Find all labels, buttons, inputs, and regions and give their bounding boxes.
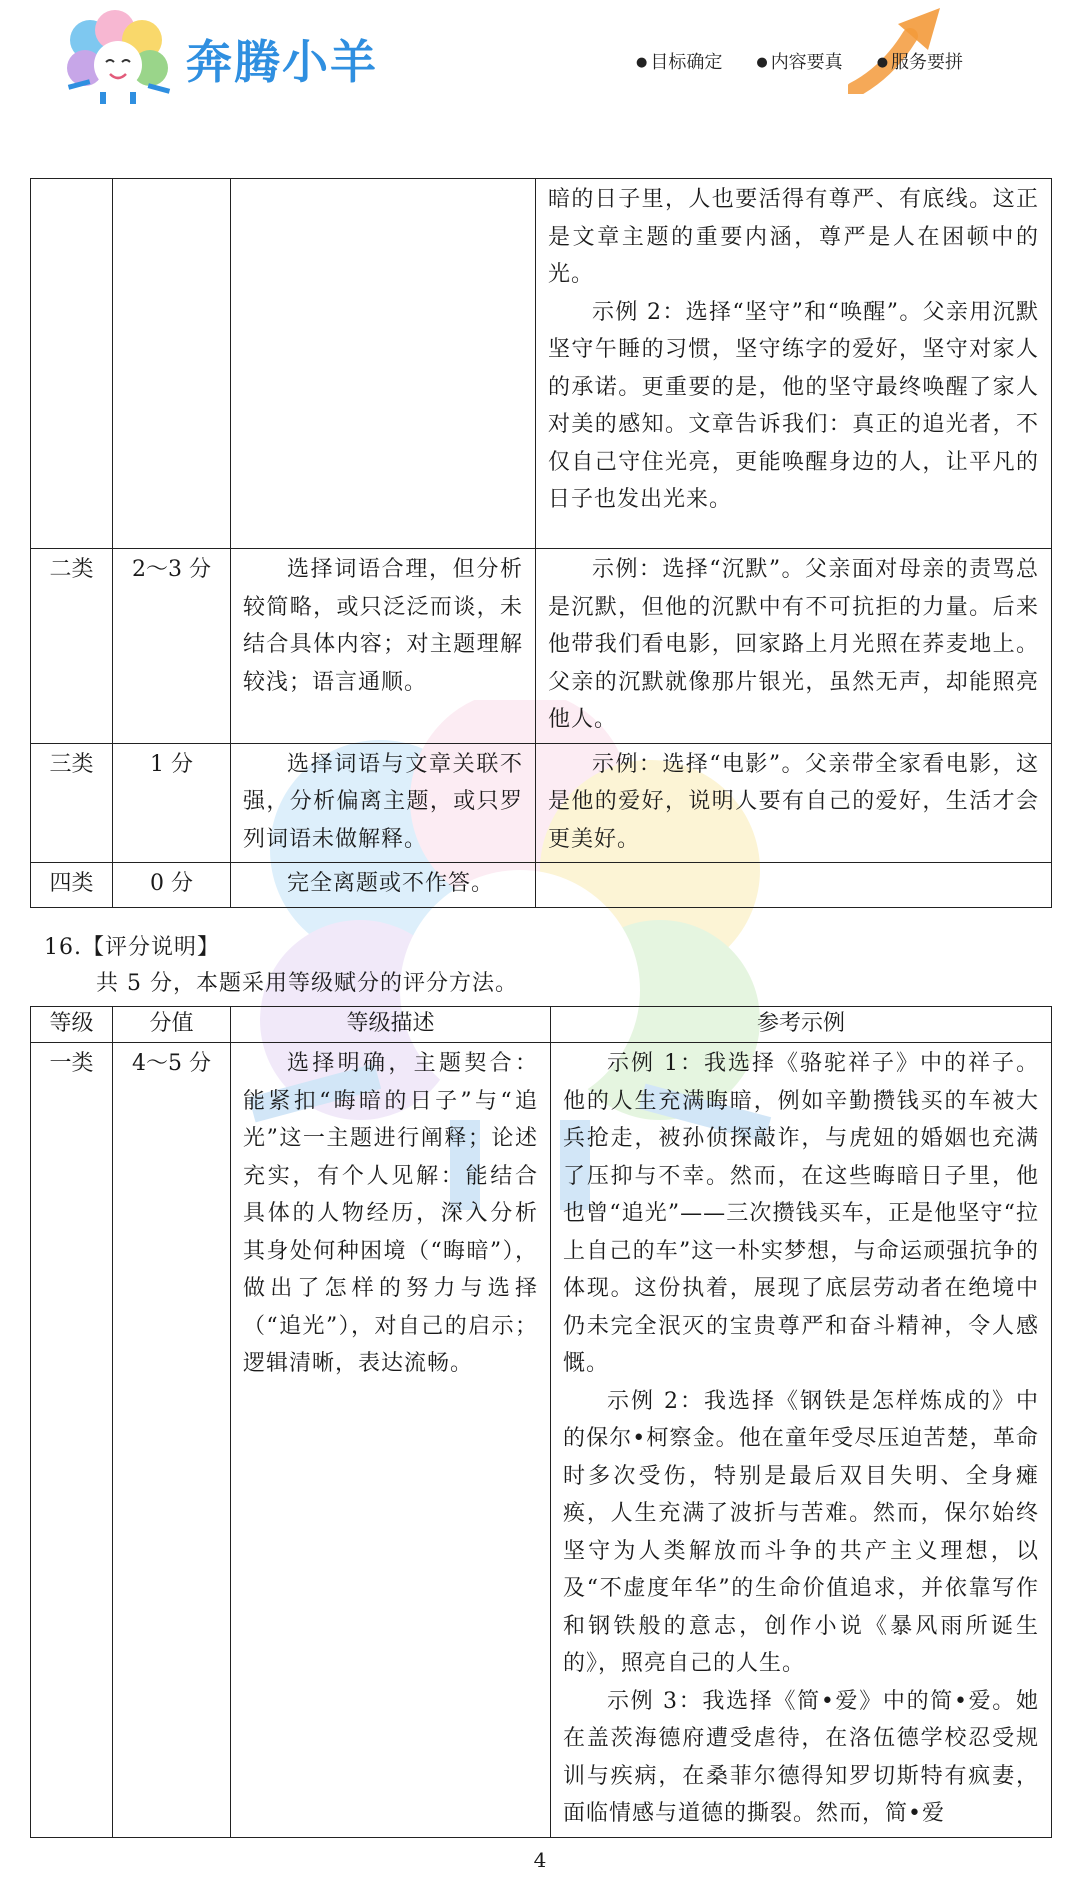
column-header: 分值 [113,1007,231,1043]
slogan-tag: ● 目标确定 [636,48,722,74]
slogan-tag: ● 内容要真 [756,48,842,74]
sheep-logo-icon [60,10,178,105]
example-cell [536,863,1052,908]
level-cell: 三类 [31,743,113,863]
table-row [31,179,1052,549]
column-header: 等级描述 [231,1007,551,1043]
brand-name: 奔腾小羊 [186,35,378,89]
table-header-row [31,1007,1052,1043]
table-row [31,743,1052,863]
page-number: 4 [533,1848,547,1872]
section-subtitle: 共 5 分，本题采用等级赋分的评分方法。 [96,971,518,996]
example-cell: 示例：选择“电影”。父亲带全家看电影，这是他的爱好，说明人要有自己的爱好，生活才会更美好。 [536,743,1052,863]
score-cell: 4～5 分 [113,1043,231,1838]
grading-table-16 [30,1006,1052,1838]
level-cell: 四类 [31,863,113,908]
example-paragraph: 示例 3：我选择《简•爱》中的简•爱。她在盖茨海德府遭受虐待，在洛伍德学校忍受规训与疾病，在桑菲尔德得知罗切斯特有疯妻，面临情感与道德的撕裂。然而，简•爱 [563,1688,1039,1826]
column-header: 等级 [31,1007,113,1043]
level-cell: 一类 [31,1043,113,1838]
example-cell [551,1043,1052,1838]
table-row [31,549,1052,744]
desc-cell [231,179,536,549]
example-cell: 示例：选择“沉默”。父亲面对母亲的责骂总是沉默，但他的沉默中有不可抗拒的力量。后来他带我们看电影，回家路上月光照在荞麦地上。父亲的沉默就像那片银光，虽然无声，却能照亮他人。 [536,549,1052,744]
desc-cell: 选择词语与文章关联不强，分析偏离主题，或只罗列词语未做解释。 [231,743,536,863]
grading-table-15 [30,178,1052,908]
desc-cell: 选择词语合理，但分析较简略，或只泛泛而谈，未结合具体内容；对主题理解较浅；语言通顺。 [231,549,536,744]
column-header: 参考示例 [551,1007,1052,1043]
level-cell [31,179,113,549]
score-cell: 2～3 分 [113,549,231,744]
example-paragraph: 暗的日子里，人也要活得有尊严、有底线。这正是文章主题的重要内涵，尊严是人在困顿中的光。 [548,187,1039,287]
example-paragraph: 示例 2：我选择《钢铁是怎样炼成的》中的保尔•柯察金。他在童年受尽压迫苦楚，革命时多次受伤，特别是最后双目失明、全身瘫痪，人生充满了波折与苦难。然而，保尔始终坚守为人类解放而斗争的共产主义理想，以及“不虚度年华”的生命价值追求，并依靠写作和钢铁般的意志，创作小说《暴风雨所诞生的》，照亮自己的人生。 [563,1388,1039,1676]
level-cell: 二类 [31,549,113,744]
example-paragraph: 示例 2：选择“坚守”和“唤醒”。父亲用沉默坚守午睡的习惯，坚守练字的爱好，坚守对家人的承诺。更重要的是，他的坚守最终唤醒了家人对美的感知。文章告诉我们：真正的追光者，不仅自己守住光亮，更能唤醒身边的人，让平凡的日子也发出光来。 [548,299,1039,512]
table-row [31,1043,1052,1838]
slogan-tag: ● 服务要拼 [877,48,963,74]
desc-cell: 选择明确，主题契合：能紧扣“晦暗的日子”与“追光”这一主题进行阐释；论述充实，有个人见解：能结合具体的人物经历，深入分析其身处何种困境（“晦暗”），做出了怎样的努力与选择（“追光”），对自己的启示；逻辑清晰，表达流畅。 [231,1043,551,1838]
score-cell: 0 分 [113,863,231,908]
desc-cell: 完全离题或不作答。 [231,863,536,908]
example-paragraph: 示例 1：我选择《骆驼祥子》中的祥子。他的人生充满晦暗，例如辛勤攒钱买的车被大兵抢走，被孙侦探敲诈，与虎妞的婚姻也充满了压抑与不幸。然而，在这些晦暗日子里，他也曾“追光”——三次攒钱买车，正是他坚守“拉上自己的车”这一朴实梦想，与命运顽强抗争的体现。这份执着，展现了底层劳动者在绝境中仍未完全泯灭的宝贵尊严和奋斗精神，令人感慨。 [563,1051,1039,1376]
page-header [0,0,1080,110]
example-cell [536,179,1052,549]
section-title: 16.【评分说明】 [44,935,220,960]
score-cell: 1 分 [113,743,231,863]
slogan-tags [636,48,963,74]
score-cell [113,179,231,549]
table-row [31,863,1052,908]
